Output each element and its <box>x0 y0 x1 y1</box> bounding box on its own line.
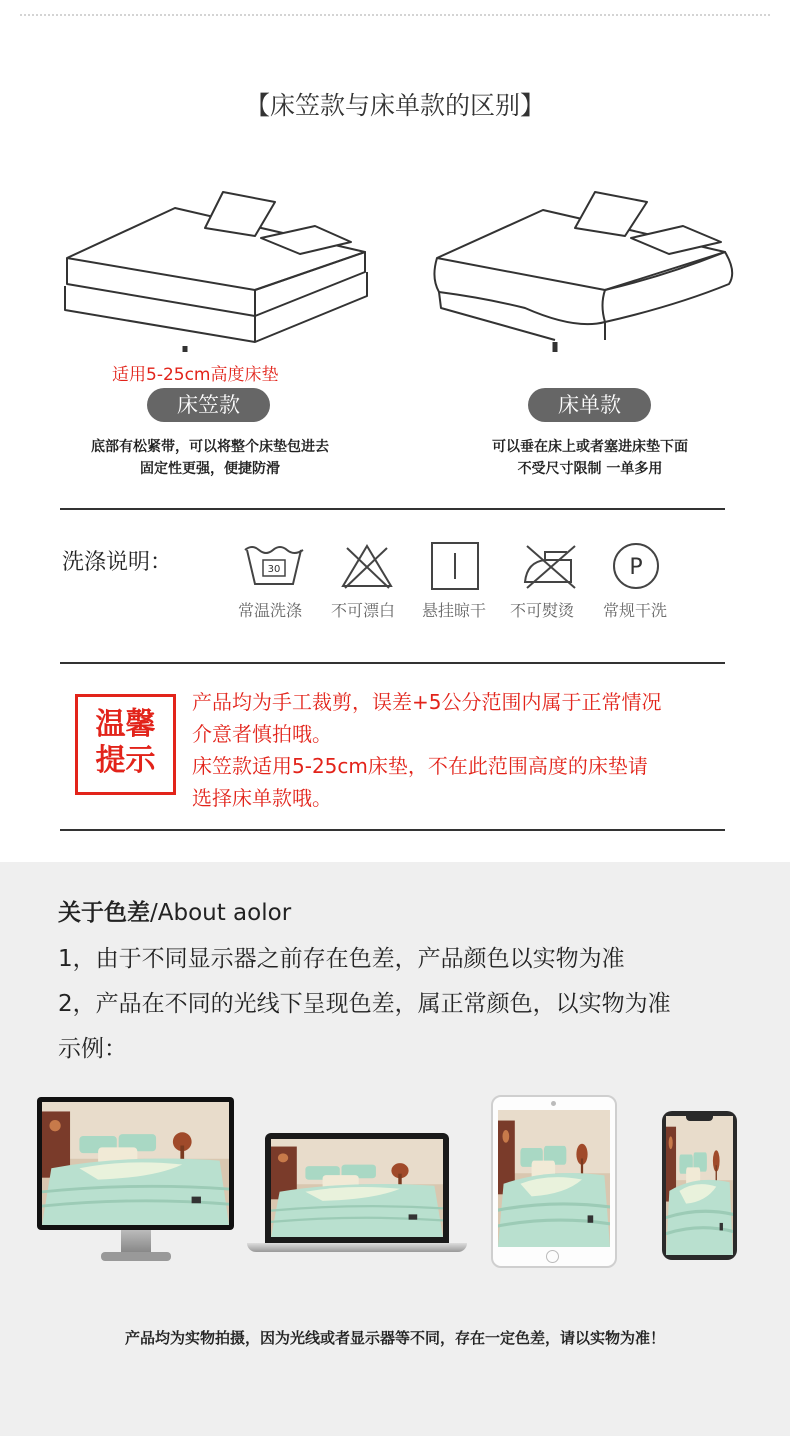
section-divider <box>60 829 725 831</box>
fitted-mattress-range-note: 适用5-25cm高度床垫 <box>112 365 279 385</box>
fitted-sheet-description <box>40 436 380 480</box>
monitor-stand <box>101 1252 171 1261</box>
flat-sheet-description <box>420 436 760 480</box>
heading-english: /About aolor <box>150 900 292 926</box>
monitor-neck <box>121 1230 151 1252</box>
top-divider <box>20 14 770 16</box>
laptop-device <box>247 1133 467 1255</box>
dry-clean-p-icon <box>611 541 661 591</box>
laptop-base <box>247 1243 467 1252</box>
notice-line: 床笠款适用5-25cm床垫，不在此范围高度的床垫请 <box>192 754 648 778</box>
no-bleach-caption: 不可漂白 <box>330 601 395 620</box>
section-divider <box>60 662 725 664</box>
fitted-desc-line: 底部有松紧带，可以将整个床垫包进去 <box>91 439 329 455</box>
tablet-screen-image <box>498 1110 610 1247</box>
flat-sheet-bed-illustration <box>425 180 755 360</box>
notice-line: 产品均为手工裁剪，误差+5公分范围内属于正常情况 <box>192 690 662 714</box>
washing-label: 洗涤说明： <box>62 550 173 575</box>
phone-device <box>662 1111 737 1260</box>
tip-badge-line: 温馨 <box>95 707 156 742</box>
dry-clean-letter: P <box>629 555 643 580</box>
tablet-device <box>491 1095 617 1268</box>
tablet-home-button <box>546 1250 559 1263</box>
fitted-sheet-label: 床笠款 <box>147 388 270 422</box>
dry-clean-caption: 常规干洗 <box>602 601 667 620</box>
laptop-screen-image <box>271 1139 443 1237</box>
wash-caption: 常温洗涤 <box>237 601 302 620</box>
example-label: 示例： <box>58 1036 127 1062</box>
color-difference-line: 1，由于不同显示器之前存在色差，产品颜色以实物为准 <box>58 946 625 972</box>
footer-note: 产品均为实物拍摄，因为光线或者显示器等不同，存在一定色差，请以实物为准！ <box>124 1329 665 1347</box>
wash-30-icon <box>243 542 305 588</box>
notice-line: 介意者慎拍哦。 <box>192 722 332 746</box>
flat-sheet-label: 床单款 <box>528 388 651 422</box>
no-bleach-icon <box>339 542 395 590</box>
color-difference-line: 2，产品在不同的光线下呈现色差，属正常颜色，以实物为准 <box>58 991 671 1017</box>
warm-tip-badge <box>75 694 176 795</box>
fitted-bed-illustration <box>55 180 375 358</box>
wash-temperature-text: 30 <box>267 564 281 575</box>
phone-notch <box>686 1115 713 1121</box>
no-iron-icon <box>521 542 579 590</box>
tablet-camera <box>551 1101 556 1106</box>
flat-desc-line: 不受尺寸限制 一单多用 <box>517 461 663 477</box>
color-difference-heading <box>58 894 291 927</box>
fitted-desc-line: 固定性更强，便捷防滑 <box>140 461 280 477</box>
section-divider <box>60 508 725 510</box>
tip-badge-line: 提示 <box>95 743 156 778</box>
warm-tip-text <box>192 686 732 814</box>
monitor-screen-image <box>42 1102 229 1225</box>
heading-bold: 关于色差 <box>58 900 150 926</box>
no-iron-caption: 不可熨烫 <box>509 601 574 620</box>
notice-line: 选择床单款哦。 <box>192 786 332 810</box>
hang-dry-caption: 悬挂晾干 <box>421 601 486 620</box>
hang-dry-icon <box>430 541 480 591</box>
flat-desc-line: 可以垂在床上或者塞进床垫下面 <box>492 439 688 455</box>
phone-screen-image <box>666 1116 733 1255</box>
monitor-device <box>37 1097 234 1267</box>
page-title: 【床笠款与床单款的区别】 <box>244 91 545 120</box>
